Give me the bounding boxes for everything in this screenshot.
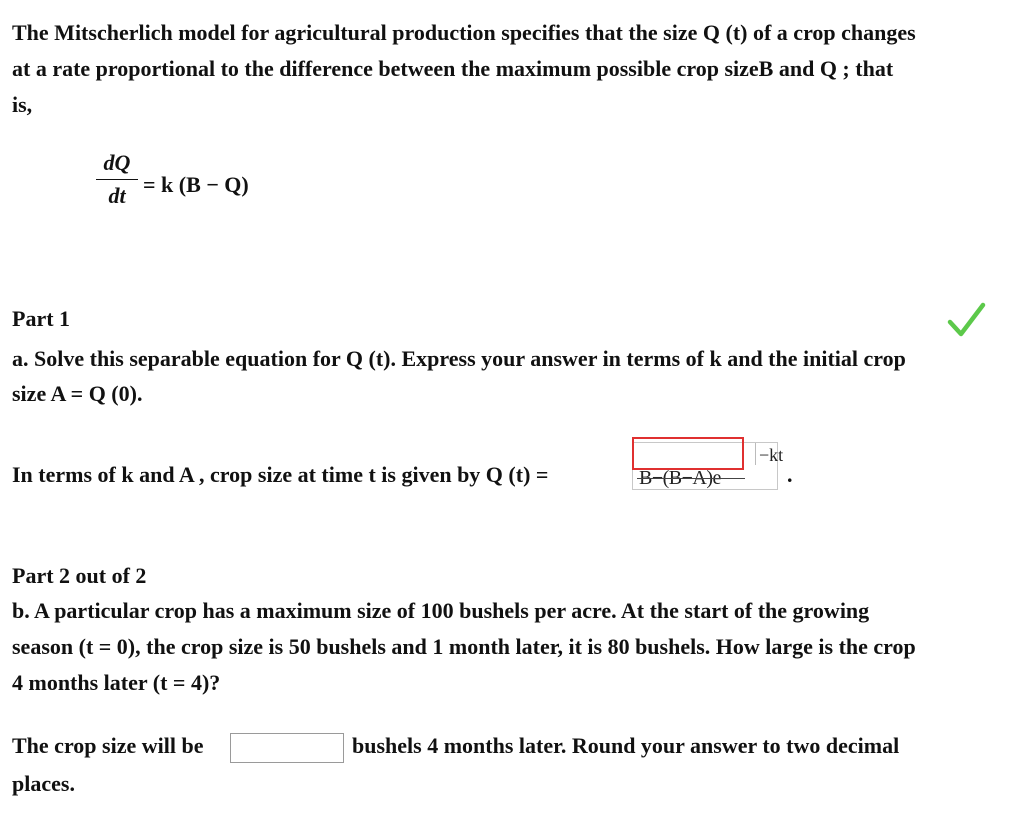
answer-exponent-text: −kt [759,445,784,465]
part2-answer-suffix: bushels 4 months later. Round your answer to two decimal [352,733,900,758]
intro-line-1: The Mitscherlich model for agricultural production specifies that the size Q (t) of a crop changes [12,20,916,45]
part2-question-line-2: season (t = 0), the crop size is 50 bushels and 1 month later, it is 80 bushels. How large is the crop [12,634,916,659]
answer-base-text: B−(B−A)e [639,467,721,489]
strike-line [637,478,745,479]
part2-answer-suffix-2: places. [12,771,75,796]
part2-answer-prefix: The crop size will be [12,733,204,758]
part1-question-line-2: size A = Q (0). [12,381,143,406]
fraction-bar [96,179,138,180]
equation-rhs: = k (B − Q) [143,172,249,197]
part1-title: Part 1 [12,306,71,331]
fraction-denominator: dt [108,183,126,208]
part2-question-line-3: 4 months later (t = 4)? [12,670,221,695]
part1-answer-prefix: In terms of k and A , crop size at time t is given by Q (t) = [12,462,549,487]
part2-title: Part 2 out of 2 [12,563,147,588]
check-icon [946,300,986,340]
differential-fraction [96,150,138,208]
part2-question-line-1: b. A particular crop has a maximum size of 100 bushels per acre. At the start of the growing [12,598,870,623]
highlight-box [632,437,744,470]
intro-line-3: is, [12,92,33,117]
intro-line-2: at a rate proportional to the difference between the maximum possible crop sizeB and Q ; that [12,56,894,81]
part1-question-line-1: a. Solve this separable equation for Q (t). Express your answer in terms of k and the initial crop [12,346,906,371]
crop-size-input[interactable] [230,733,344,763]
part1-answer-suffix: . [787,462,793,487]
fraction-numerator: dQ [103,150,131,175]
